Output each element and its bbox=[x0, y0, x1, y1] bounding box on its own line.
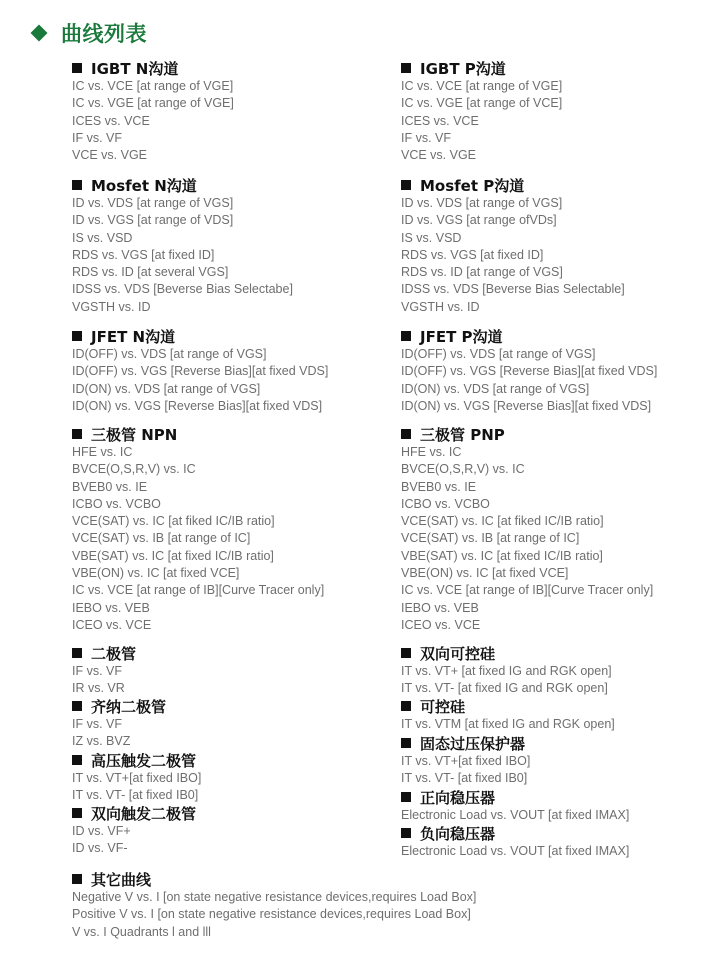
section-zener-diode bbox=[72, 696, 166, 751]
curve-list bbox=[72, 823, 196, 858]
curve-item: ID vs. VDS [at range of VGS] bbox=[72, 196, 234, 210]
curve-list bbox=[72, 195, 293, 316]
curve-item: RDS vs. ID [at several VGS] bbox=[72, 265, 229, 280]
curve-item: VBE(ON) vs. IC [at fixed VCE] bbox=[401, 566, 569, 581]
curve-list bbox=[72, 716, 166, 751]
page-title-text: 曲线列表 bbox=[61, 22, 147, 46]
curve-item: V vs. I Quadrants l and lll bbox=[72, 924, 211, 939]
curve-item: ID(OFF) vs. VGS [Reverse Bias][at fixed VDS] bbox=[401, 364, 658, 379]
curve-item: IT vs. VT- [at fixed IB0] bbox=[401, 771, 528, 786]
square-bullet-icon bbox=[72, 808, 82, 818]
square-bullet-icon bbox=[72, 874, 82, 884]
curve-item: ID(OFF) vs. VDS [at range of VGS] bbox=[401, 347, 596, 361]
section-mosfet-n bbox=[72, 175, 293, 316]
section-heading bbox=[72, 58, 234, 78]
section-heading-text: JFET P沟道 bbox=[420, 327, 503, 346]
section-pnp-transistor bbox=[401, 424, 653, 634]
curve-item: BVEB0 vs. IE bbox=[401, 479, 477, 494]
square-bullet-icon bbox=[401, 180, 411, 190]
curve-list bbox=[401, 195, 625, 316]
square-bullet-icon bbox=[401, 648, 411, 658]
curve-item: ID(OFF) vs. VGS [Reverse Bias][at fixed VDS] bbox=[72, 364, 329, 379]
curve-item: ICBO vs. VCBO bbox=[401, 496, 490, 511]
curve-item: VBE(SAT) vs. IC [at fixed IC/IB ratio] bbox=[72, 548, 274, 563]
curve-item: ID vs. VDS [at range of VGS] bbox=[401, 196, 563, 210]
curve-list bbox=[401, 663, 612, 698]
curve-item: VBE(SAT) vs. IC [at fixed IC/IB ratio] bbox=[401, 548, 603, 563]
section-heading-text: Mosfet N沟道 bbox=[91, 176, 197, 195]
square-bullet-icon bbox=[72, 648, 82, 658]
curve-item: VCE vs. VGE bbox=[401, 148, 477, 163]
curve-item: ID(OFF) vs. VDS [at range of VGS] bbox=[72, 347, 267, 361]
section-heading bbox=[72, 803, 196, 823]
section-other-curves bbox=[72, 869, 476, 941]
section-scr bbox=[401, 696, 615, 733]
curve-item: IDSS vs. VDS [Beverse Bias Selectabe] bbox=[72, 282, 293, 297]
curve-item: VCE(SAT) vs. IB [at range of IC] bbox=[72, 531, 251, 546]
section-hv-trigger-diode bbox=[72, 750, 201, 805]
curve-item: IT vs. VTM [at fixed IG and RGK open] bbox=[401, 717, 615, 731]
section-diode bbox=[72, 643, 136, 698]
curve-item: IC vs. VCE [at range of VGE] bbox=[72, 79, 234, 93]
curve-item: RDS vs. ID [at range of VGS] bbox=[401, 265, 563, 280]
square-bullet-icon bbox=[401, 701, 411, 711]
square-bullet-icon bbox=[72, 429, 82, 439]
section-heading bbox=[72, 696, 166, 716]
section-heading bbox=[72, 326, 328, 346]
page-title bbox=[30, 18, 147, 48]
curve-item: VCE(SAT) vs. IB [at range of IC] bbox=[401, 531, 580, 546]
curve-item: Negative V vs. I [on state negative resistance devices,requires Load Box] bbox=[72, 890, 477, 904]
section-heading-text: IGBT P沟道 bbox=[420, 59, 506, 78]
section-igbt-p bbox=[401, 58, 562, 164]
square-bullet-icon bbox=[401, 792, 411, 802]
curve-item: IEBO vs. VEB bbox=[72, 600, 150, 615]
curve-item: HFE vs. IC bbox=[72, 445, 133, 459]
section-heading-text: Mosfet P沟道 bbox=[420, 176, 525, 195]
curve-item: ICES vs. VCE bbox=[72, 113, 150, 128]
section-igbt-n bbox=[72, 58, 234, 164]
curve-item: IT vs. VT+[at fixed IBO] bbox=[401, 754, 531, 768]
curve-item: IT vs. VT- [at fixed IB0] bbox=[72, 788, 199, 803]
curve-list bbox=[72, 346, 328, 415]
curve-list bbox=[401, 444, 653, 634]
curve-item: IC vs. VGE [at range of VCE] bbox=[401, 96, 563, 111]
section-heading-text: 高压触发二极管 bbox=[91, 751, 197, 770]
section-heading bbox=[401, 175, 625, 195]
curve-item: Electronic Load vs. VOUT [at fixed IMAX] bbox=[401, 808, 630, 822]
curve-item: IF vs. VF bbox=[72, 717, 122, 731]
section-heading-text: IGBT N沟道 bbox=[91, 59, 179, 78]
section-heading bbox=[72, 750, 201, 770]
curve-item: IT vs. VT- [at fixed IG and RGK open] bbox=[401, 681, 608, 696]
section-heading-text: 齐纳二极管 bbox=[91, 697, 167, 716]
curve-list bbox=[72, 889, 476, 941]
curve-item: ID(ON) vs. VGS [Reverse Bias][at fixed VDS] bbox=[72, 398, 323, 413]
section-heading-text: 三极管 NPN bbox=[91, 425, 178, 444]
section-heading bbox=[401, 733, 530, 753]
curve-item: ID vs. VF+ bbox=[72, 824, 131, 838]
curve-item: HFE vs. IC bbox=[401, 445, 462, 459]
curve-item: Positive V vs. I [on state negative resistance devices,requires Load Box] bbox=[72, 907, 471, 922]
section-heading-text: 二极管 bbox=[91, 644, 137, 663]
section-heading bbox=[72, 643, 136, 663]
section-heading-text: 可控硅 bbox=[420, 697, 466, 716]
curve-item: IC vs. VGE [at range of VGE] bbox=[72, 96, 234, 111]
section-heading bbox=[401, 326, 657, 346]
curve-list bbox=[401, 346, 657, 415]
square-bullet-icon bbox=[401, 828, 411, 838]
curve-item: ID vs. VGS [at range of VDS] bbox=[72, 213, 234, 228]
curve-item: BVCE(O,S,R,V) vs. IC bbox=[401, 462, 525, 477]
curve-list bbox=[401, 843, 629, 860]
curve-list bbox=[401, 716, 615, 733]
section-jfet-n bbox=[72, 326, 328, 415]
section-heading bbox=[401, 696, 615, 716]
curve-item: ICES vs. VCE bbox=[401, 113, 479, 128]
section-negative-regulator bbox=[401, 823, 629, 860]
curve-item: ID vs. VGS [at range ofVDs] bbox=[401, 213, 557, 228]
curve-item: BVEB0 vs. IE bbox=[72, 479, 148, 494]
curve-item: VGSTH vs. ID bbox=[401, 299, 480, 314]
curve-item: IT vs. VT+[at fixed IBO] bbox=[72, 771, 202, 785]
curve-list bbox=[72, 663, 136, 698]
section-heading-text: 三极管 PNP bbox=[420, 425, 505, 444]
curve-item: IF vs. VF bbox=[72, 130, 122, 145]
curve-item: RDS vs. VGS [at fixed ID] bbox=[401, 247, 544, 262]
curve-item: VBE(ON) vs. IC [at fixed VCE] bbox=[72, 566, 240, 581]
square-bullet-icon bbox=[72, 701, 82, 711]
section-heading bbox=[401, 643, 612, 663]
square-bullet-icon bbox=[401, 738, 411, 748]
curve-list bbox=[401, 78, 562, 164]
curve-item: VCE(SAT) vs. IC [at fiked IC/IB ratio] bbox=[72, 514, 275, 529]
section-mosfet-p bbox=[401, 175, 625, 316]
curve-item: IC vs. VCE [at range of IB][Curve Tracer only] bbox=[401, 583, 654, 598]
curve-item: IT vs. VT+ [at fixed IG and RGK open] bbox=[401, 664, 612, 678]
section-heading bbox=[401, 823, 629, 843]
square-bullet-icon bbox=[72, 180, 82, 190]
section-heading bbox=[72, 175, 293, 195]
curve-list bbox=[401, 753, 530, 788]
curve-item: IS vs. VSD bbox=[72, 230, 133, 245]
curve-item: IR vs. VR bbox=[72, 681, 125, 696]
section-npn-transistor bbox=[72, 424, 324, 634]
section-heading-text: 固态过压保护器 bbox=[420, 734, 526, 753]
curve-item: ID(ON) vs. VDS [at range of VGS] bbox=[72, 381, 261, 396]
curve-item: ID vs. VF- bbox=[72, 841, 128, 856]
section-triac bbox=[401, 643, 612, 698]
curve-list bbox=[72, 444, 324, 634]
curve-item: VCE vs. VGE bbox=[72, 148, 148, 163]
section-heading-text: 其它曲线 bbox=[91, 870, 152, 889]
curve-item: IF vs. VF bbox=[401, 130, 451, 145]
curve-item: VGSTH vs. ID bbox=[72, 299, 151, 314]
curve-item: IZ vs. BVZ bbox=[72, 734, 131, 749]
section-heading-text: 双向触发二极管 bbox=[91, 804, 197, 823]
square-bullet-icon bbox=[401, 63, 411, 73]
diamond-bullet-icon bbox=[31, 25, 48, 42]
curve-item: Electronic Load vs. VOUT [at fixed IMAX] bbox=[401, 844, 630, 858]
section-heading-text: 负向稳压器 bbox=[420, 824, 496, 843]
section-heading-text: 双向可控硅 bbox=[420, 644, 496, 663]
square-bullet-icon bbox=[401, 429, 411, 439]
curve-item: IDSS vs. VDS [Beverse Bias Selectable] bbox=[401, 282, 625, 297]
curve-item: ICBO vs. VCBO bbox=[72, 496, 161, 511]
square-bullet-icon bbox=[72, 331, 82, 341]
section-heading-text: 正向稳压器 bbox=[420, 788, 496, 807]
curve-item: BVCE(O,S,R,V) vs. IC bbox=[72, 462, 196, 477]
section-sidac bbox=[401, 733, 530, 788]
square-bullet-icon bbox=[401, 331, 411, 341]
curve-item: ICEO vs. VCE bbox=[401, 617, 481, 632]
curve-item: IC vs. VCE [at range of IB][Curve Tracer only] bbox=[72, 583, 325, 598]
section-heading-text: JFET N沟道 bbox=[91, 327, 176, 346]
curve-item: IC vs. VCE [at range of VGE] bbox=[401, 79, 563, 93]
square-bullet-icon bbox=[72, 63, 82, 73]
curve-item: RDS vs. VGS [at fixed ID] bbox=[72, 247, 215, 262]
section-heading bbox=[72, 869, 476, 889]
curve-item: ICEO vs. VCE bbox=[72, 617, 152, 632]
curve-item: ID(ON) vs. VGS [Reverse Bias][at fixed VDS] bbox=[401, 398, 652, 413]
curve-item: VCE(SAT) vs. IC [at fiked IC/IB ratio] bbox=[401, 514, 604, 529]
section-jfet-p bbox=[401, 326, 657, 415]
section-heading bbox=[401, 787, 629, 807]
curve-item: ID(ON) vs. VDS [at range of VGS] bbox=[401, 381, 590, 396]
section-bidirectional-trigger-diode bbox=[72, 803, 196, 858]
section-heading bbox=[401, 424, 653, 444]
section-positive-regulator bbox=[401, 787, 629, 824]
curve-item: IEBO vs. VEB bbox=[401, 600, 479, 615]
section-heading bbox=[72, 424, 324, 444]
square-bullet-icon bbox=[72, 755, 82, 765]
section-heading bbox=[401, 58, 562, 78]
curve-item: IS vs. VSD bbox=[401, 230, 462, 245]
curve-list bbox=[72, 770, 201, 805]
curve-item: IF vs. VF bbox=[72, 664, 122, 678]
curve-list bbox=[72, 78, 234, 164]
